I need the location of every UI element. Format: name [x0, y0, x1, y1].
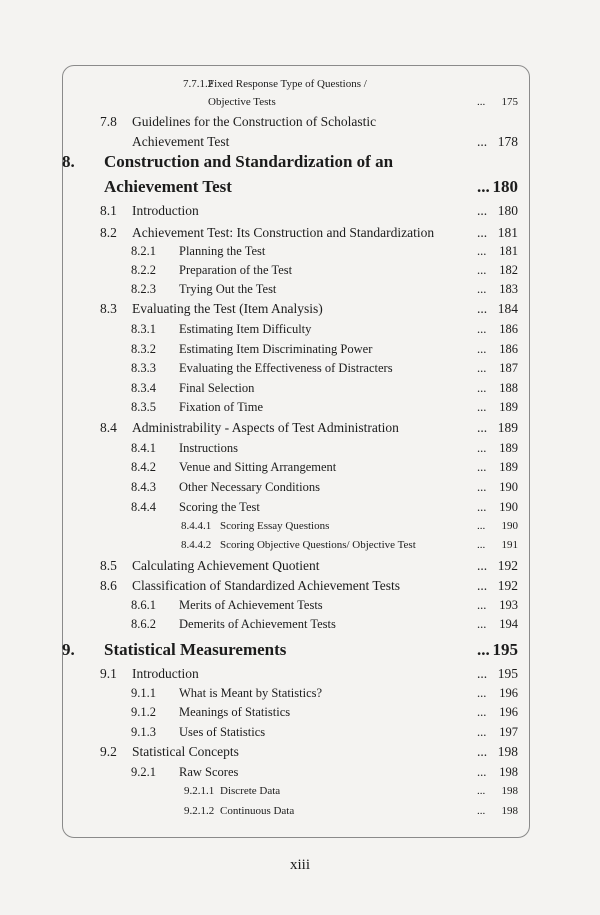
toc-leader-dots: ...: [477, 705, 487, 719]
toc-section-title: Guidelines for the Construction of Scholastic: [132, 114, 377, 129]
toc-section-title: Discrete Data: [220, 785, 281, 797]
toc-section-number: 9.2.1.1: [184, 785, 215, 797]
toc-section-title: Demerits of Achievement Tests: [179, 617, 336, 631]
toc-section-number: 8.4: [100, 420, 117, 435]
toc-page-number: 186: [499, 342, 518, 356]
toc-leader-dots: ...: [477, 640, 490, 659]
page-number: xiii: [289, 857, 310, 873]
toc-section-title: Fixation of Time: [179, 400, 264, 414]
toc-page-number: 195: [497, 666, 518, 681]
toc-leader-dots: ...: [477, 96, 486, 108]
toc-page-number: 190: [499, 500, 518, 514]
toc-leader-dots: ...: [477, 361, 487, 375]
toc-page-number: 190: [501, 520, 518, 532]
toc-leader-dots: ...: [477, 282, 487, 296]
toc-page-number: 198: [499, 765, 518, 779]
toc-section-number: 8.: [62, 152, 75, 171]
toc-leader-dots: ...: [477, 500, 487, 514]
toc-section-title: Final Selection: [179, 381, 255, 395]
toc-leader-dots: ...: [477, 520, 486, 532]
toc-section-number: 9.: [62, 640, 75, 659]
toc-section-title: Objective Tests: [208, 96, 276, 108]
toc-section-title: Preparation of the Test: [179, 263, 293, 277]
toc-leader-dots: ...: [477, 420, 488, 435]
toc-section-number: 9.2: [100, 744, 117, 759]
toc-leader-dots: ...: [477, 342, 487, 356]
toc-section-title: Estimating Item Discriminating Power: [179, 342, 373, 356]
toc-leader-dots: ...: [477, 400, 487, 414]
toc-section-number: 7.8: [100, 114, 117, 129]
toc-section-title: What is Meant by Statistics?: [179, 686, 323, 700]
toc-section-number: 8.4.1: [131, 441, 156, 455]
toc-section-title: Uses of Statistics: [179, 725, 266, 739]
toc-section-title: Evaluating the Test (Item Analysis): [132, 301, 323, 316]
toc-page-number: 181: [499, 244, 518, 258]
toc-page-number: 196: [499, 705, 518, 719]
toc-page-number: 197: [499, 725, 518, 739]
toc-page-number: 191: [501, 539, 518, 551]
toc-leader-dots: ...: [477, 765, 487, 779]
toc-leader-dots: ...: [477, 805, 486, 817]
toc-page-number: 190: [499, 480, 518, 494]
toc-section-number: 8.6.2: [131, 617, 156, 631]
toc-section-number: 8.3.2: [131, 342, 156, 356]
toc-section-number: 9.1.1: [131, 686, 156, 700]
toc-page-number: 192: [497, 578, 518, 593]
toc-leader-dots: ...: [477, 578, 488, 593]
toc-section-title: Achievement Test: [104, 177, 232, 196]
toc-leader-dots: ...: [477, 203, 488, 218]
toc-leader-dots: ...: [477, 134, 488, 149]
toc-section-title: Introduction: [132, 666, 199, 681]
toc-section-title: Scoring Essay Questions: [220, 520, 330, 532]
toc-page-number: 180: [492, 177, 518, 196]
toc-page-number: 189: [499, 460, 518, 474]
toc-section-number: 8.2: [100, 225, 117, 240]
toc-page-number: 193: [499, 598, 518, 612]
toc-section-title: Other Necessary Conditions: [179, 480, 320, 494]
toc-page-number: 192: [497, 558, 518, 573]
toc-page-number: 183: [499, 282, 518, 296]
toc-section-title: Planning the Test: [179, 244, 266, 258]
toc-section-title: Venue and Sitting Arrangement: [179, 460, 337, 474]
toc-leader-dots: ...: [477, 785, 486, 797]
toc-section-number: 7.7.1.2: [183, 78, 214, 90]
toc-section-number: 8.3.3: [131, 361, 156, 375]
toc-page-number: 181: [497, 225, 518, 240]
toc-section-title: Scoring Objective Questions/ Objective Test: [220, 539, 416, 551]
toc-section-title: Trying Out the Test: [179, 282, 277, 296]
toc-section-title: Achievement Test: [132, 134, 230, 149]
toc-section-number: 8.3.5: [131, 400, 156, 414]
toc-section-title: Raw Scores: [179, 765, 239, 779]
toc-section-number: 8.4.4.2: [181, 539, 212, 551]
toc-section-title: Continuous Data: [220, 805, 295, 817]
toc-section-title: Achievement Test: Its Construction and Standardization: [132, 225, 435, 240]
toc-page-number: 184: [497, 301, 518, 316]
toc-section-number: 8.3.1: [131, 322, 156, 336]
toc-page-number: 196: [499, 686, 518, 700]
toc-section-number: 8.6.1: [131, 598, 156, 612]
toc-section-number: 8.2.1: [131, 244, 156, 258]
toc-section-number: 8.3: [100, 301, 117, 316]
toc-leader-dots: ...: [477, 244, 487, 258]
toc-page-number: 189: [497, 420, 518, 435]
toc-section-title: Merits of Achievement Tests: [179, 598, 323, 612]
toc-section-number: 8.6: [100, 578, 117, 593]
toc-leader-dots: ...: [477, 725, 487, 739]
toc-leader-dots: ...: [477, 744, 488, 759]
toc-leader-dots: ...: [477, 177, 490, 196]
toc-leader-dots: ...: [477, 598, 487, 612]
toc-section-title: Statistical Measurements: [104, 640, 287, 659]
toc-leader-dots: ...: [477, 225, 488, 240]
toc-section-title: Scoring the Test: [179, 500, 260, 514]
toc-section-title: Estimating Item Difficulty: [179, 322, 312, 336]
toc-leader-dots: ...: [477, 381, 487, 395]
toc-section-title: Statistical Concepts: [132, 744, 239, 759]
toc-page-number: 188: [499, 381, 518, 395]
toc-leader-dots: ...: [477, 686, 487, 700]
toc-section-number: 8.4.4: [131, 500, 156, 514]
toc-section-number: 9.1: [100, 666, 117, 681]
toc-leader-dots: ...: [477, 322, 487, 336]
toc-leader-dots: ...: [477, 666, 488, 681]
toc-section-title: Instructions: [179, 441, 239, 455]
toc-section-title: Evaluating the Effectiveness of Distracters: [179, 361, 393, 375]
toc-section-number: 8.4.3: [131, 480, 156, 494]
toc-section-number: 9.1.2: [131, 705, 156, 719]
toc-leader-dots: ...: [477, 539, 486, 551]
toc-section-title: Meanings of Statistics: [179, 705, 291, 719]
toc-leader-dots: ...: [477, 480, 487, 494]
toc-leader-dots: ...: [477, 460, 487, 474]
toc-section-number: 9.2.1: [131, 765, 156, 779]
toc-page-number: 195: [492, 640, 518, 659]
toc-section-number: 8.2.2: [131, 263, 156, 277]
toc-page-number: 180: [497, 203, 518, 218]
toc-section-number: 8.4.4.1: [181, 520, 212, 532]
toc-section-number: 8.5: [100, 558, 117, 573]
toc-page-number: 194: [499, 617, 518, 631]
toc-page-number: 198: [497, 744, 518, 759]
toc-leader-dots: ...: [477, 263, 487, 277]
toc-section-title: Introduction: [132, 203, 199, 218]
toc-section-number: 8.1: [100, 203, 117, 218]
toc-section-title: Calculating Achievement Quotient: [132, 558, 320, 573]
toc-leader-dots: ...: [477, 301, 488, 316]
toc-page-number: 178: [497, 134, 518, 149]
toc-section-number: 8.4.2: [131, 460, 156, 474]
toc-section-number: 9.1.3: [131, 725, 156, 739]
toc-page-number: 187: [499, 361, 518, 375]
toc-page-number: 198: [501, 805, 518, 817]
toc-leader-dots: ...: [477, 617, 487, 631]
toc-section-number: 8.2.3: [131, 282, 156, 296]
toc-page-number: 189: [499, 400, 518, 414]
toc-section-title: Administrability - Aspects of Test Administration: [132, 420, 399, 435]
toc-section-title: Fixed Response Type of Questions /: [208, 78, 367, 90]
toc-leader-dots: ...: [477, 558, 488, 573]
toc-section-title: Classification of Standardized Achievement Tests: [132, 578, 400, 593]
toc-leader-dots: ...: [477, 441, 487, 455]
toc-page-number: 189: [499, 441, 518, 455]
toc-section-number: 8.3.4: [131, 381, 156, 395]
toc-page-number: 175: [501, 96, 518, 108]
toc-section-number: 9.2.1.2: [184, 805, 215, 817]
toc-section-title: Construction and Standardization of an: [104, 152, 394, 171]
toc-page-number: 186: [499, 322, 518, 336]
toc-page-number: 182: [499, 263, 518, 277]
toc-page-number: 198: [501, 785, 518, 797]
